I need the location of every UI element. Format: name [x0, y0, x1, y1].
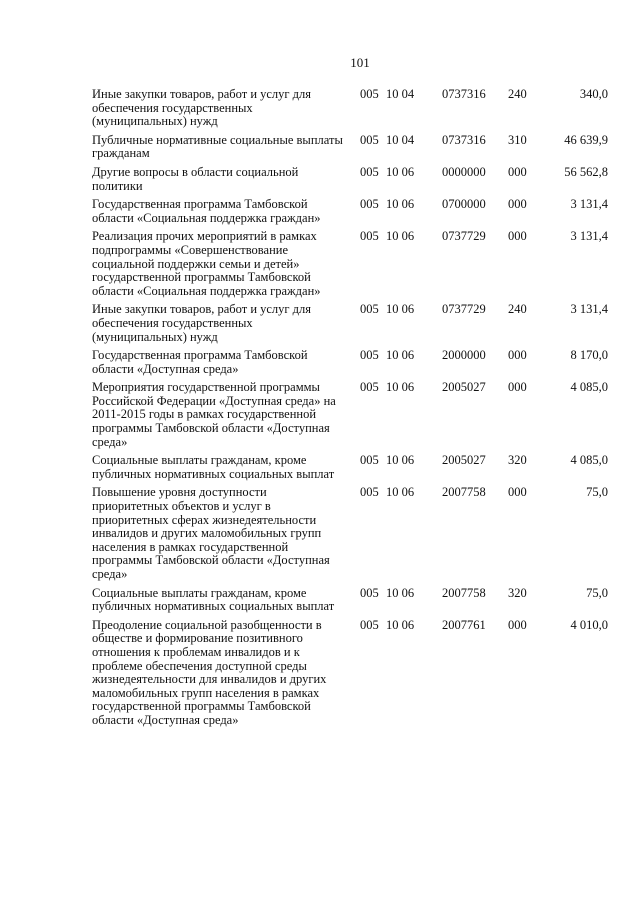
row-amount: 56 562,8: [564, 164, 608, 179]
table-row: [92, 166, 608, 198]
row-type: 000: [508, 229, 527, 244]
row-type: 320: [508, 585, 527, 600]
row-section: 10 06: [386, 229, 415, 244]
row-type: 240: [508, 87, 527, 101]
row-section: 10 06: [386, 197, 415, 212]
row-amount: 4 085,0: [570, 380, 608, 395]
row-name: Другие вопросы в области социальной политики: [92, 164, 299, 193]
row-program: 2000000: [442, 348, 486, 363]
row-name: Социальные выплаты гражданам, кроме публичных нормативных социальных выплат: [92, 585, 335, 614]
row-name: Реализация прочих мероприятий в рамках подпрограммы «Совершенствование социальной поддержки семьи и детей» государственной программы Тамбовской области «Социальная поддержка граждан»: [92, 229, 321, 298]
row-program: 0737316: [442, 87, 486, 101]
row-program: 2007758: [442, 485, 486, 500]
table-row: [92, 230, 608, 303]
row-section: 10 06: [386, 485, 415, 500]
row-code: 005: [360, 453, 379, 468]
row-amount: 8 170,0: [570, 348, 608, 363]
row-program: 0737316: [442, 132, 486, 147]
row-name: Государственная программа Тамбовской области «Доступная среда»: [92, 348, 308, 376]
table-row: [92, 454, 608, 486]
row-program: 2007758: [442, 585, 486, 600]
row-code: 005: [360, 585, 379, 600]
row-code: 005: [360, 132, 379, 147]
row-name: Иные закупки товаров, работ и услуг для обеспечения государственных (муниципальных) нужд: [92, 302, 312, 344]
row-amount: 4 010,0: [570, 617, 608, 632]
page-number: 101: [350, 55, 370, 70]
row-name: Повышение уровня доступности приоритетных объектов и услуг в приоритетных сферах жизнедеятельности инвалидов и других маломобильных групп населения в рамках государственной программы Тамбовской области «Доступная среда»: [92, 485, 330, 581]
row-type: 000: [508, 164, 527, 179]
row-code: 005: [360, 380, 379, 395]
row-type: 240: [508, 302, 527, 317]
row-section: 10 06: [386, 453, 415, 468]
row-code: 005: [360, 617, 379, 632]
table-row: [92, 486, 608, 586]
row-amount: 3 131,4: [570, 229, 608, 244]
row-code: 005: [360, 229, 379, 244]
row-section: 10 06: [386, 302, 415, 317]
row-section: 10 06: [386, 348, 415, 363]
row-type: 310: [508, 132, 527, 147]
row-program: 0737729: [442, 229, 486, 244]
row-type: 320: [508, 453, 527, 468]
row-amount: 340,0: [579, 87, 608, 101]
table-row: [92, 303, 608, 349]
row-section: 10 04: [386, 87, 415, 101]
table-row: [92, 587, 608, 619]
row-code: 005: [360, 87, 379, 101]
row-section: 10 04: [386, 132, 415, 147]
row-section: 10 06: [386, 585, 415, 600]
budget-table: [92, 88, 608, 733]
row-code: 005: [360, 485, 379, 500]
row-program: 0000000: [442, 164, 486, 179]
row-code: 005: [360, 302, 379, 317]
row-section: 10 06: [386, 380, 415, 395]
row-type: 000: [508, 197, 527, 212]
row-program: 2005027: [442, 380, 486, 395]
row-code: 005: [360, 348, 379, 363]
row-amount: 75,0: [586, 485, 608, 500]
row-name: Социальные выплаты гражданам, кроме публичных нормативных социальных выплат: [92, 453, 335, 481]
row-code: 005: [360, 164, 379, 179]
row-section: 10 06: [386, 164, 415, 179]
row-section: 10 06: [386, 617, 415, 632]
row-name: Преодоление социальной разобщенности в обществе и формирование позитивного отношения к проблемам инвалидов и к проблеме обеспечения доступной среды жизнедеятельности для инвалидов и других маломобильных групп населения в рамках государственной программы Тамбовской области «Доступная среда»: [92, 617, 327, 727]
table-row: [92, 198, 608, 230]
table-row: [92, 88, 608, 134]
table-row: [92, 619, 608, 733]
row-amount: 3 131,4: [570, 197, 608, 212]
row-amount: 75,0: [586, 585, 608, 600]
row-program: 2007761: [442, 617, 486, 632]
row-type: 000: [508, 348, 527, 363]
row-code: 005: [360, 197, 379, 212]
row-name: Иные закупки товаров, работ и услуг для обеспечения государственных (муниципальных) нужд: [92, 87, 312, 129]
row-program: 0737729: [442, 302, 486, 317]
row-amount: 46 639,9: [564, 132, 608, 147]
row-program: 2005027: [442, 453, 486, 468]
row-type: 000: [508, 380, 527, 395]
row-amount: 4 085,0: [570, 453, 608, 468]
table-row: [92, 349, 608, 381]
table-row: [92, 134, 608, 166]
row-amount: 3 131,4: [570, 302, 608, 317]
row-name: Мероприятия государственной программы Российской Федерации «Доступная среда» на 2011-2015 годы в рамках государственной программы Тамбовской области «Доступная среда»: [92, 380, 336, 449]
row-type: 000: [508, 617, 527, 632]
row-name: Публичные нормативные социальные выплаты гражданам: [92, 132, 343, 161]
row-type: 000: [508, 485, 527, 500]
row-program: 0700000: [442, 197, 486, 212]
row-name: Государственная программа Тамбовской области «Социальная поддержка граждан»: [92, 197, 321, 225]
table-row: [92, 381, 608, 454]
